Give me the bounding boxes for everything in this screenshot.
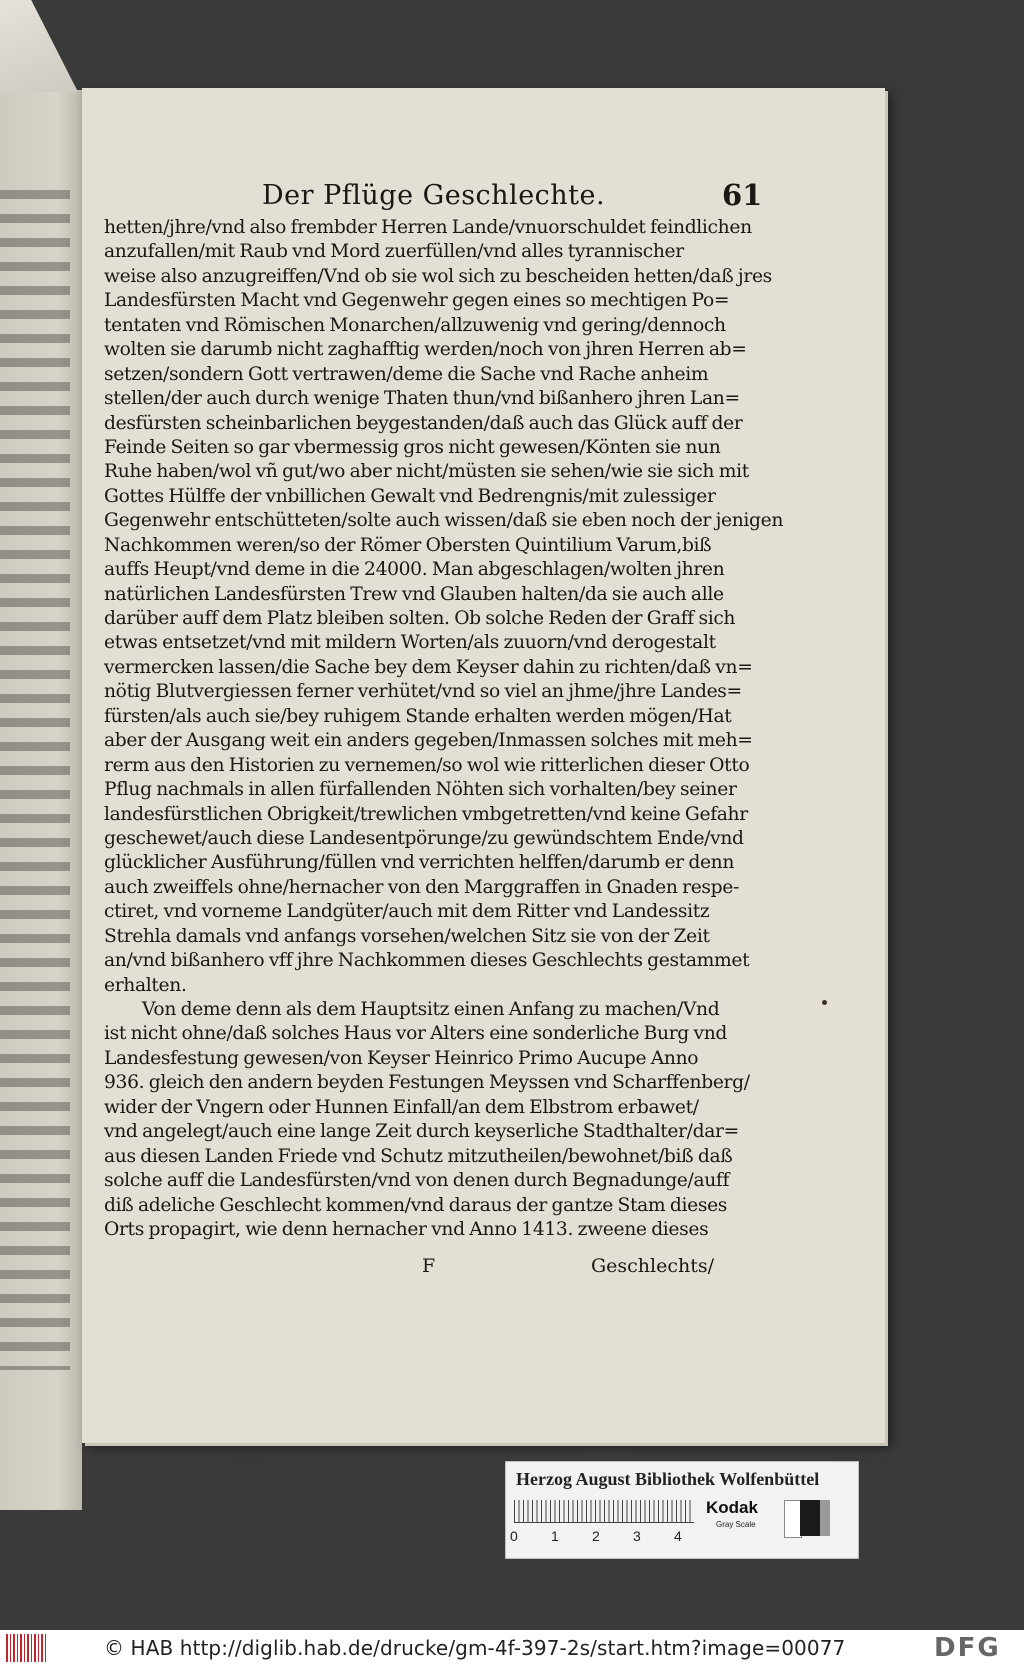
ruler-numbers (510, 1528, 700, 1546)
kodak-logo: Kodak (706, 1498, 758, 1517)
text-line: Nachkommen weren/so der Römer Obersten Quintilium Varum,biß (104, 534, 712, 556)
text-line: fürsten/als auch sie/bey ruhigem Stande erhalten werden mögen/Hat (104, 705, 732, 727)
text-line: solche auff die Landesfürsten/vnd von denen durch Begnadunge/auff (104, 1170, 730, 1192)
page-body-text (104, 216, 784, 1242)
text-line: aber der Ausgang weit ein anders gegeben/Inmassen solches mit meh= (104, 730, 753, 752)
text-line: Gegenwehr entschütteten/solte auch wissen/daß sie eben noch der jenigen (104, 510, 784, 532)
text-line: hetten/jhre/vnd also frembder Herren Lande/vnuorschuldet feindlichen (104, 217, 752, 238)
ruler-number: 3 (633, 1528, 641, 1544)
page-number: 61 (722, 178, 763, 212)
library-color-target (505, 1461, 859, 1559)
catchword: Geschlechts/ (590, 1255, 714, 1277)
ruler-scale (514, 1500, 694, 1523)
gray-patch-black (800, 1500, 820, 1536)
ruler-number: 1 (551, 1528, 559, 1544)
text-line: Feinde Seiten so gar vbermessig gros nicht gewesen/Könten sie nun (104, 436, 721, 458)
text-line: vnd angelegt/auch eine lange Zeit durch keyserliche Stadthalter/dar= (104, 1121, 739, 1143)
text-line: an/vnd bißanhero vff jhre Nachkommen dieses Geschlechts gestammet (104, 950, 750, 972)
text-line: tentaten vnd Römischen Monarchen/allzuwenig vnd gering/dennoch (104, 314, 726, 336)
text-line: glücklicher Ausführung/füllen vnd verrichten helffen/darumb er denn (104, 852, 735, 874)
previous-page-edge (0, 90, 82, 1510)
text-line: Pflug nachmals in allen fürfallenden Nöhten sich vorhalten/bey seiner (104, 779, 737, 801)
text-line: stellen/der auch durch wenige Thaten thun/vnd bißanhero jhren Lan= (104, 388, 740, 410)
text-line: Gottes Hülffe der vnbillichen Gewalt vnd Bedrengnis/mit zulessiger (104, 485, 716, 507)
text-line: diß adeliche Geschlecht kommen/vnd daraus der gantze Stam dieses (104, 1194, 728, 1216)
paper-speck (822, 1000, 827, 1005)
text-line: etwas entsetzet/vnd mit mildern Worten/als zuuorn/vnd derogestalt (104, 632, 716, 654)
barcode-icon (6, 1634, 46, 1662)
text-line: auch zweiffels ohne/hernacher von den Marggraffen in Gnaden respe- (104, 876, 739, 898)
text-line: ist nicht ohne/daß solches Haus vor Alters eine sonderliche Burg vnd (104, 1023, 728, 1045)
text-line: vermercken lassen/die Sache bey dem Keyser dahin zu richten/daß vn= (104, 656, 753, 678)
library-name: Herzog August Bibliothek Wolfenbüttel (516, 1469, 820, 1489)
text-line: darüber auff dem Platz bleiben solten. Ob solche Reden der Graff sich (104, 608, 736, 629)
dfg-logo: DFG (934, 1633, 1001, 1663)
text-line: weise also anzugreiffen/Vnd ob sie wol sich zu bescheiden hetten/daß jres (104, 265, 772, 287)
text-line: Landesfürsten Macht vnd Gegenwehr gegen eines so mechtigen Po= (104, 290, 730, 312)
text-line: Ruhe haben/wol vñ gut/wo aber nicht/müsten sie sehen/wie sie sich mit (104, 461, 749, 483)
text-line: erhalten. (104, 974, 187, 996)
previous-page-text-fragment (0, 190, 70, 1370)
ruler-number: 0 (510, 1528, 518, 1544)
text-line: Landesfestung gewesen/von Keyser Heinrico Primo Aucupe Anno (104, 1047, 699, 1069)
text-line: rerm aus den Historien zu vernemen/so wol wie ritterlichen dieser Otto (104, 754, 750, 776)
text-line: aus diesen Landen Friede vnd Schutz mitzutheilen/bewohnet/biß daß (104, 1145, 733, 1167)
text-line: auffs Heupt/vnd deme in die 24000. Man abgeschlagen/wolten jhren (104, 559, 725, 581)
text-line: nötig Blutvergiessen ferner verhütet/vnd so viel an jhme/jhre Landes= (104, 681, 742, 703)
text-line: natürlichen Landesfürsten Trew vnd Glauben halten/da sie auch alle (104, 583, 724, 605)
text-line: Von deme denn als dem Hauptsitz einen Anfang zu machen/Vnd (142, 999, 720, 1020)
text-line: setzen/sondern Gott vertrawen/deme die Sache vnd Rache anheim (104, 363, 709, 385)
book-page (82, 88, 885, 1443)
signature-mark: F (422, 1255, 436, 1277)
text-line: 936. gleich den andern beyden Festungen Meyssen vnd Scharffenberg/ (104, 1072, 750, 1094)
text-line: geschewet/auch diese Landesentpörunge/zu gewündschtem Ende/vnd (104, 827, 744, 849)
ruler-number: 2 (592, 1528, 600, 1544)
ruler-number: 4 (674, 1528, 682, 1544)
text-line: Orts propagirt, wie denn hernacher vnd Anno 1413. zweene dieses (104, 1218, 709, 1240)
running-title: Der Pflüge Geschlechte. (262, 180, 606, 211)
text-line: ctiret, vnd vorneme Landgüter/auch mit dem Ritter vnd Landessitz (104, 901, 710, 923)
page-footer-line (104, 1255, 714, 1285)
text-line: wolten sie darumb nicht zaghafftig werden/noch von jhren Herren ab= (104, 339, 747, 361)
text-line: Strehla damals vnd anfangs vorsehen/welchen Sitz sie von der Zeit (104, 925, 710, 947)
text-line: landesfürstlichen Obrigkeit/trewlichen vmbgetretten/vnd keine Gefahr (104, 803, 748, 825)
source-link[interactable]: © HAB http://diglib.hab.de/drucke/gm-4f-397-2s/start.htm?image=00077 (104, 1636, 846, 1660)
text-line: anzufallen/mit Raub vnd Mord zuerfüllen/vnd alles tyrannischer (104, 241, 684, 263)
page-header (82, 180, 885, 220)
text-line: desfürsten scheinbarlichen beygestanden/daß auch das Glück auff der (104, 412, 743, 434)
gray-scale-caption: Gray Scale (716, 1520, 756, 1529)
text-line: wider der Vngern oder Hunnen Einfall/an dem Elbstrom erbawet/ (104, 1096, 699, 1118)
gray-patch-mid (820, 1500, 830, 1536)
source-bar (0, 1630, 1024, 1667)
